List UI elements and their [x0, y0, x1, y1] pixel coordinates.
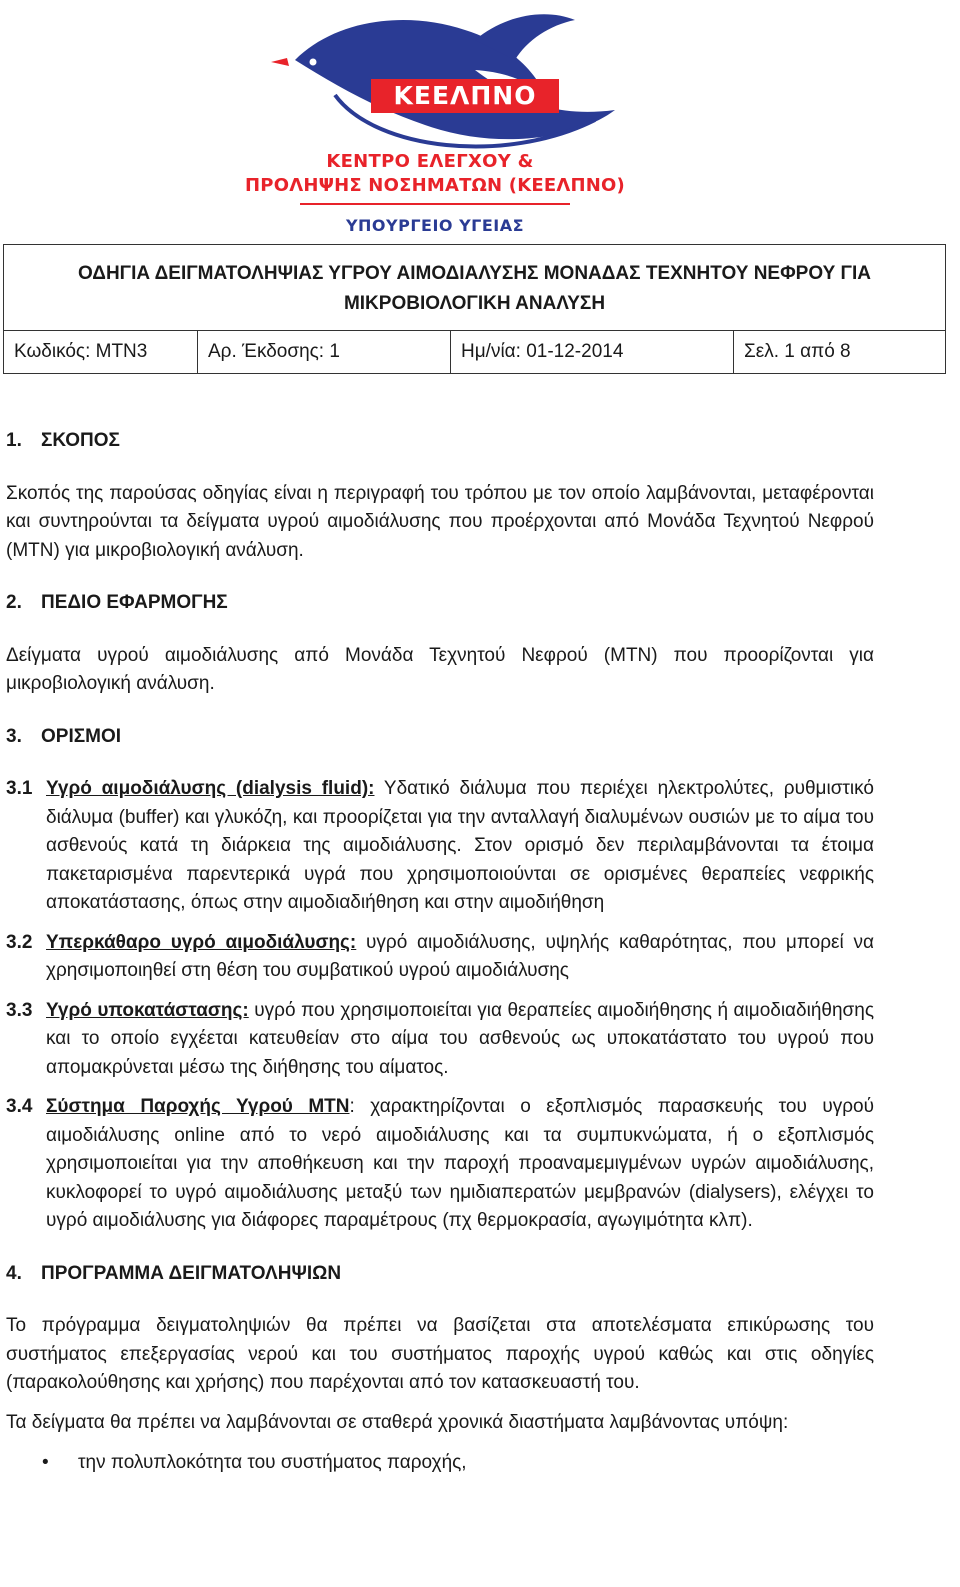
logo-line-3: ΥΠΟΥΡΓΕΙΟ ΥΓΕΙΑΣ: [345, 216, 525, 235]
document-title: [4, 245, 946, 331]
document-title-line-2: ΜΙΚΡΟΒΙΟΛΟΓΙΚΗ ΑΝΑΛΥΣΗ: [343, 293, 606, 314]
doc-edition: Αρ. Έκδοσης: 1: [198, 331, 451, 374]
section-1-text: Σκοπός της παρούσας οδηγίας είναι η περιγραφή του τρόπου με τον οποίο λαμβάνονται, μεταφέρονται και συντηρούνται τα δείγματα υγρού αιμοδιάλυσης που προέρχονται από Μονάδα Τεχνητού Νεφρού (ΜΤΝ) για μικροβιολογική ανάλυση.: [6, 482, 874, 561]
definition-body: [46, 929, 874, 986]
document-title-line-1: ΟΔΗΓΙΑ ΔΕΙΓΜΑΤΟΛΗΨΙΑΣ ΥΓΡΟΥ ΑΙΜΟΔΙΑΛΥΣΗΣ ΜΟΝΑΔΑΣ ΤΕΧΝΗΤΟΥ ΝΕΦΡΟΥ ΓΙΑ: [78, 263, 871, 284]
definition-term: Σύστημα Παροχής Υγρού ΜΤΝ: [46, 1096, 350, 1117]
section-4-paragraph-2: Τα δείγματα θα πρέπει να λαμβάνονται σε σταθερά χρονικά διαστήματα λαμβάνοντας υπόψη:: [6, 1411, 789, 1433]
definition-term: Υγρό υποκατάστασης:: [46, 999, 249, 1021]
section-2-heading: [6, 589, 874, 618]
doc-date: Ημ/νία: 01-12-2014: [451, 331, 734, 374]
section-number: 3.: [6, 725, 22, 747]
logo-divider: [300, 203, 570, 205]
definition-number: 3.4: [6, 1096, 33, 1117]
section-1-heading: [6, 427, 874, 456]
document-body: [6, 427, 874, 1478]
definition-number: 3.1: [6, 778, 33, 799]
definition-text: : χαρακτηρίζονται ο εξοπλισμός παρασκευής του υγρού αιμοδιάλυσης online από το νερό αιμοδιάλυσης και τα συμπυκνώματα, ή ο εξοπλισμός χρησιμοποιείται για την αποθήκευση και την παροχή προαναμεμιγμένων υγρών αιμοδιάλυσης, κυκλοφορεί το υγρό αιμοδιάλυσης μεταξύ των ημιδιαπερατών μεμβρανών (dialysers), ελέγχει το υγρό αιμοδιάλυσης για διάφορες παραμέτρους (πχ θερμοκρασία, αγωγιμότητα κλπ).: [46, 1096, 874, 1231]
section-3-heading: [6, 723, 874, 752]
definition-text: υγρό αιμοδιάλυσης, υψηλής καθαρότητας, που μπορεί να χρησιμοποιηθεί στη θέση του συμβατικού υγρού αιμοδιάλυσης: [46, 931, 874, 981]
definition-number: 3.2: [6, 931, 33, 953]
section-4-paragraph-1: Το πρόγραμμα δειγματοληψιών θα πρέπει να βασίζεται στα αποτελέσματα επικύρωσης του συστήματος επεξεργασίας νερού και του συστήματος παροχής υγρού καθώς και στις οδηγίες (παρακολούθησης και χρήσης) που παρέχονται από τον κατασκευαστή του.: [6, 1315, 874, 1393]
list-item-text: την πολυπλοκότητα του συστήματος παροχής,: [78, 1452, 467, 1473]
bullet-icon: •: [42, 1452, 49, 1473]
definition-3-3: [6, 997, 874, 1083]
logo-badge: ΚΕΕΛΠΝΟ: [371, 79, 559, 113]
logo-line-2: ΠΡΟΛΗΨΗΣ ΝΟΣΗΜΑΤΩΝ (ΚΕΕΛΠΝΟ): [245, 175, 625, 196]
definition-text: Υδατικό διάλυμα που περιέχει ηλεκτρολύτες, ρυθμιστικό διάλυμα (buffer) και γλυκόζη, και προορίζεται για την ανταλλαγή διαλυμένων ουσιών με το αίμα του ασθενούς κατά τη διάρκεια της αιμοδιάλυσης. Στον ορισμό δεν περιλαμβάνονται τα έτοιμα πακεταρισμένα παρεντερικά υγρά που χρησιμοποιούνται σε ορισμένες θεραπείες νεφρικής αποκατάστασης, όπως στην αιμοδιαδιήθηση και στην αιμοδιήθηση: [46, 778, 874, 913]
section-number: 4.: [6, 1262, 22, 1284]
doc-page: Σελ. 1 από 8: [734, 331, 946, 374]
section-number: 1.: [6, 430, 22, 451]
definition-body: [46, 1093, 874, 1236]
section-title: ΣΚΟΠΟΣ: [41, 430, 120, 451]
logo-line-1: ΚΕΝΤΡΟ ΕΛΕΓΧΟΥ &: [326, 151, 534, 172]
definition-number: 3.3: [6, 999, 33, 1021]
definition-term: Υπερκάθαρο υγρό αιμοδιάλυσης:: [46, 931, 357, 953]
section-2-text: Δείγματα υγρού αιμοδιάλυσης από Μονάδα Τεχνητού Νεφρού (ΜΤΝ) που προορίζονται για μικροβιολογική ανάλυση.: [6, 644, 874, 694]
definition-term: Υγρό αιμοδιάλυσης (dialysis fluid):: [46, 778, 375, 799]
definition-3-4: [6, 1093, 874, 1236]
definition-body: [46, 997, 874, 1083]
list-item: [6, 1449, 874, 1478]
section-number: 2.: [6, 592, 22, 613]
section-title: ΠΡΟΓΡΑΜΜΑ ΔΕΙΓΜΑΤΟΛΗΨΙΩΝ: [41, 1262, 342, 1284]
doc-code: Κωδικός: ΜΤΝ3: [4, 331, 198, 374]
section-title: ΟΡΙΣΜΟΙ: [41, 725, 122, 747]
definition-body: [46, 775, 874, 918]
section-title: ΠΕΔΙΟ ΕΦΑΡΜΟΓΗΣ: [41, 592, 228, 613]
definition-3-1: [6, 775, 874, 918]
definition-text: υγρό που χρησιμοποιείται για θεραπείες αιμοδιήθησης ή αιμοδιαδιήθησης και το οποίο εγχέεται κατευθείαν στο αίμα του ασθενούς ως υποκατάστατο του υγρού που απομακρύνεται μέσω της διήθησης του αίματος.: [46, 999, 874, 1078]
document-header-table: [3, 244, 946, 374]
section-4-heading: [6, 1260, 874, 1289]
definition-3-2: [6, 929, 874, 986]
